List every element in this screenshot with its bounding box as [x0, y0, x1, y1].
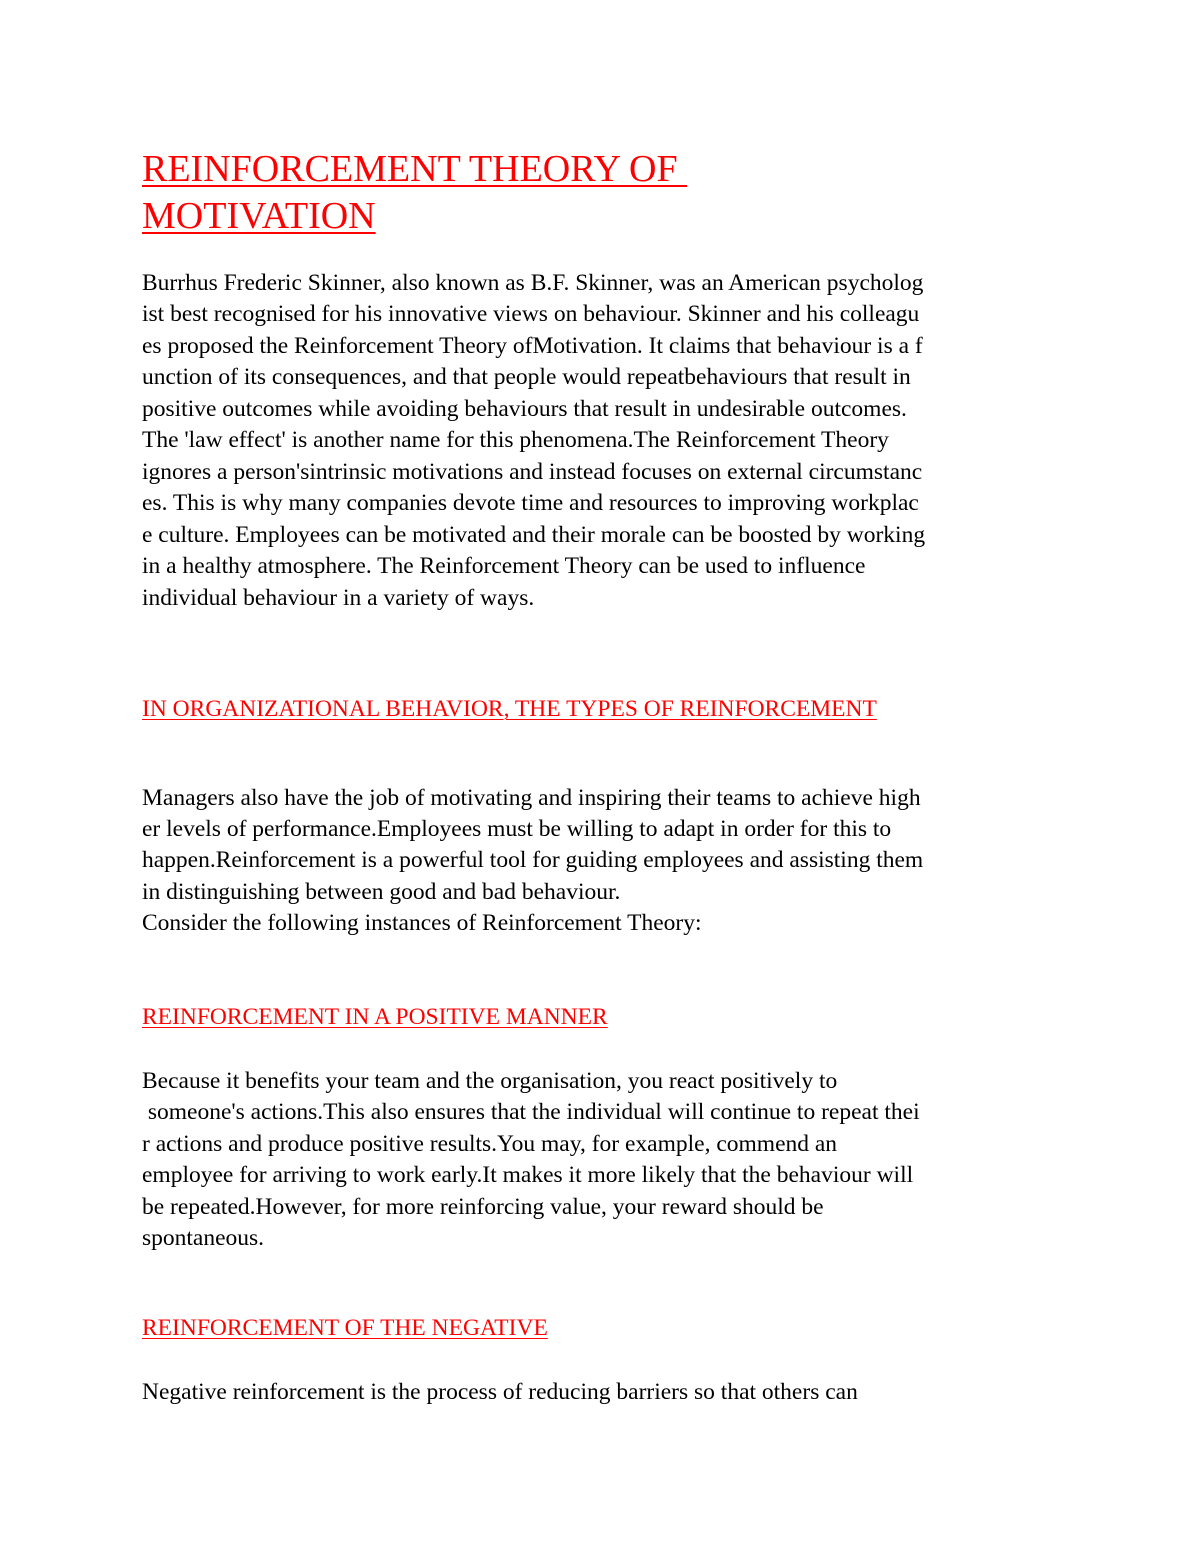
document-title-line-1: REINFORCEMENT THEORY OF — [142, 148, 688, 190]
paragraph-1-line: unction of its consequences, and that people would repeatbehaviours that result in — [142, 364, 911, 390]
paragraph-2-line: in distinguishing between good and bad behaviour. — [142, 879, 621, 905]
paragraph-3-line: spontaneous. — [142, 1225, 265, 1251]
paragraph-2-line: Consider the following instances of Reinforcement Theory: — [142, 910, 702, 936]
paragraph-1-line: e culture. Employees can be motivated and their morale can be boosted by working — [142, 522, 926, 548]
paragraph-3-line: r actions and produce positive results.You may, for example, commend an — [142, 1131, 838, 1157]
paragraph-3-line: Because it benefits your team and the organisation, you react positively to — [142, 1068, 838, 1094]
section-heading-types-of-reinforcement: IN ORGANIZATIONAL BEHAVIOR, THE TYPES OF REINFORCEMENT — [142, 696, 877, 722]
paragraph-4-line: Negative reinforcement is the process of reducing barriers so that others can — [142, 1379, 858, 1405]
paragraph-1-line: es proposed the Reinforcement Theory ofMotivation. It claims that behaviour is a f — [142, 333, 923, 359]
document-title-line-2: MOTIVATION — [142, 195, 376, 237]
section-heading-positive-reinforcement: REINFORCEMENT IN A POSITIVE MANNER — [142, 1004, 608, 1030]
paragraph-3-line: be repeated.However, for more reinforcing value, your reward should be — [142, 1194, 824, 1220]
paragraph-2-line: er levels of performance.Employees must be willing to adapt in order for this to — [142, 816, 892, 842]
paragraph-3-line: employee for arriving to work early.It makes it more likely that the behaviour will — [142, 1162, 914, 1188]
section-heading-negative-reinforcement: REINFORCEMENT OF THE NEGATIVE — [142, 1315, 548, 1341]
paragraph-1-line: es. This is why many companies devote time and resources to improving workplac — [142, 490, 919, 516]
paragraph-2-line: Managers also have the job of motivating and inspiring their teams to achieve high — [142, 785, 921, 811]
paragraph-3-line: someone's actions.This also ensures that the individual will continue to repeat thei — [142, 1099, 920, 1125]
paragraph-1-line: Burrhus Frederic Skinner, also known as B.F. Skinner, was an American psycholog — [142, 270, 924, 296]
paragraph-1-line: ignores a person'sintrinsic motivations and instead focuses on external circumstanc — [142, 459, 923, 485]
paragraph-1-line: positive outcomes while avoiding behaviours that result in undesirable outcomes. — [142, 396, 907, 422]
paragraph-1-line: in a healthy atmosphere. The Reinforcement Theory can be used to influence — [142, 553, 866, 579]
paragraph-2-line: happen.Reinforcement is a powerful tool for guiding employees and assisting them — [142, 847, 924, 873]
paragraph-1-line: The 'law effect' is another name for this phenomena.The Reinforcement Theory — [142, 427, 889, 453]
paragraph-1-line: individual behaviour in a variety of ways. — [142, 585, 535, 611]
paragraph-1-line: ist best recognised for his innovative views on behaviour. Skinner and his colleagu — [142, 301, 920, 327]
